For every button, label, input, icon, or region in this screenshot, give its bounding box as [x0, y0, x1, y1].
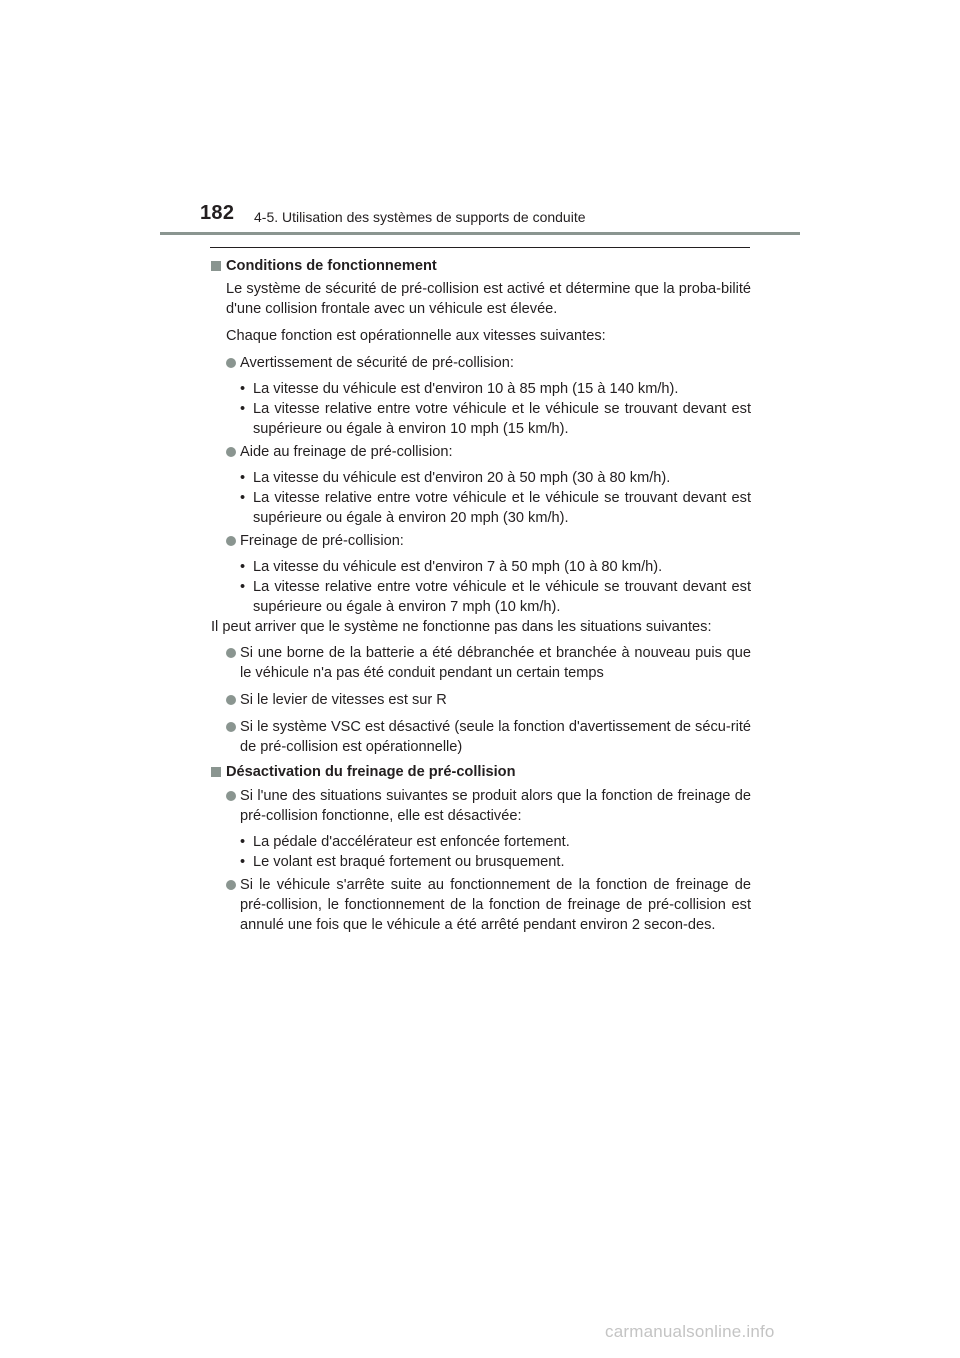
page-body [211, 256, 751, 935]
speed-condition-text: La vitesse relative entre votre véhicule et le véhicule se trouvant devant est supérieure ou égale à environ 7 mph (10 km/h). [253, 579, 751, 615]
not-working-text: Si une borne de la batterie a été débranchée et branchée à nouveau puis que le véhicule n'a pas été conduit pendant un certain temps [240, 645, 751, 681]
site-watermark: carmanualsonline.info [605, 1322, 775, 1341]
dot-marker-icon: • [240, 559, 246, 575]
heading-text: Conditions de fonctionnement [226, 258, 437, 274]
deactivation-condition-text: Le volant est braqué fortement ou brusquement. [253, 854, 565, 870]
deactivation-item [211, 875, 751, 935]
square-bullet-icon [211, 261, 221, 271]
speeds-intro: Chaque fonction est opérationnelle aux vitesses suivantes: [226, 328, 606, 344]
function-label: Aide au freinage de pré-collision: [240, 444, 453, 460]
square-bullet-icon [211, 767, 221, 777]
deactivation-item [211, 786, 751, 826]
circle-bullet-icon [226, 880, 236, 890]
speed-condition-text: La vitesse du véhicule est d'environ 10 à 85 mph (15 à 140 km/h). [253, 381, 679, 397]
not-working-item [211, 643, 751, 683]
circle-bullet-icon [226, 695, 236, 705]
circle-bullet-icon [226, 358, 236, 368]
circle-bullet-icon [226, 791, 236, 801]
section-rule [210, 247, 750, 248]
dot-marker-icon: • [240, 470, 246, 486]
function-item [211, 442, 751, 462]
dot-marker-icon: • [240, 490, 246, 506]
not-working-intro: Il peut arriver que le système ne fonctionne pas dans les situations suivantes: [211, 619, 712, 635]
speed-condition-text: La vitesse du véhicule est d'environ 20 à 50 mph (30 à 80 km/h). [253, 470, 671, 486]
function-item [211, 531, 751, 551]
heading-deactivation [211, 762, 751, 782]
speed-condition-text: La vitesse relative entre votre véhicule et le véhicule se trouvant devant est supérieure ou égale à environ 20 mph (30 km/h). [253, 490, 751, 526]
not-working-item [211, 717, 751, 757]
dot-marker-icon: • [240, 854, 246, 870]
section-title: 4-5. Utilisation des systèmes de supports de conduite [254, 209, 586, 225]
header-divider [160, 232, 800, 235]
dot-marker-icon: • [240, 401, 246, 417]
deactivation-condition-text: La pédale d'accélérateur est enfoncée fortement. [253, 834, 570, 850]
function-label: Avertissement de sécurité de pré-collision: [240, 355, 514, 371]
deactivation-text: Si le véhicule s'arrête suite au fonctionnement de la fonction de freinage de pré-collision, le fonctionnement de la fonction de freinage de pré-collision est annulé une fois que le véhicule a été arrêté pendant environ 2 secon-des. [240, 877, 751, 933]
speed-condition [211, 557, 751, 577]
heading-text: Désactivation du freinage de pré-collision [226, 764, 516, 780]
heading-conditions [211, 256, 751, 276]
function-item [211, 353, 751, 373]
dot-marker-icon: • [240, 381, 246, 397]
function-label: Freinage de pré-collision: [240, 533, 404, 549]
speed-condition [211, 468, 751, 488]
not-working-item [211, 690, 751, 710]
circle-bullet-icon [226, 536, 236, 546]
page-number: 182 [200, 202, 235, 224]
deactivation-text: Si l'une des situations suivantes se produit alors que la fonction de freinage de pré-collision fonctionne, elle est désactivée: [240, 788, 751, 824]
dot-marker-icon: • [240, 834, 246, 850]
speed-condition [211, 577, 751, 617]
speed-condition-text: La vitesse du véhicule est d'environ 7 à 50 mph (10 à 80 km/h). [253, 559, 663, 575]
deactivation-condition [211, 832, 751, 852]
dot-marker-icon: • [240, 579, 246, 595]
speed-condition-text: La vitesse relative entre votre véhicule et le véhicule se trouvant devant est supérieure ou égale à environ 10 mph (15 km/h). [253, 401, 751, 437]
speed-condition [211, 488, 751, 528]
deactivation-condition [211, 852, 751, 872]
speed-condition [211, 379, 751, 399]
not-working-text: Si le système VSC est désactivé (seule la fonction d'avertissement de sécu-rité de pré-collision est opérationnelle) [240, 719, 751, 755]
not-working-text: Si le levier de vitesses est sur R [240, 692, 447, 708]
intro-paragraph: Le système de sécurité de pré-collision est activé et détermine que la proba-bilité d'une collision frontale avec un véhicule est élevée. [226, 281, 751, 317]
circle-bullet-icon [226, 722, 236, 732]
circle-bullet-icon [226, 648, 236, 658]
circle-bullet-icon [226, 447, 236, 457]
speed-condition [211, 399, 751, 439]
